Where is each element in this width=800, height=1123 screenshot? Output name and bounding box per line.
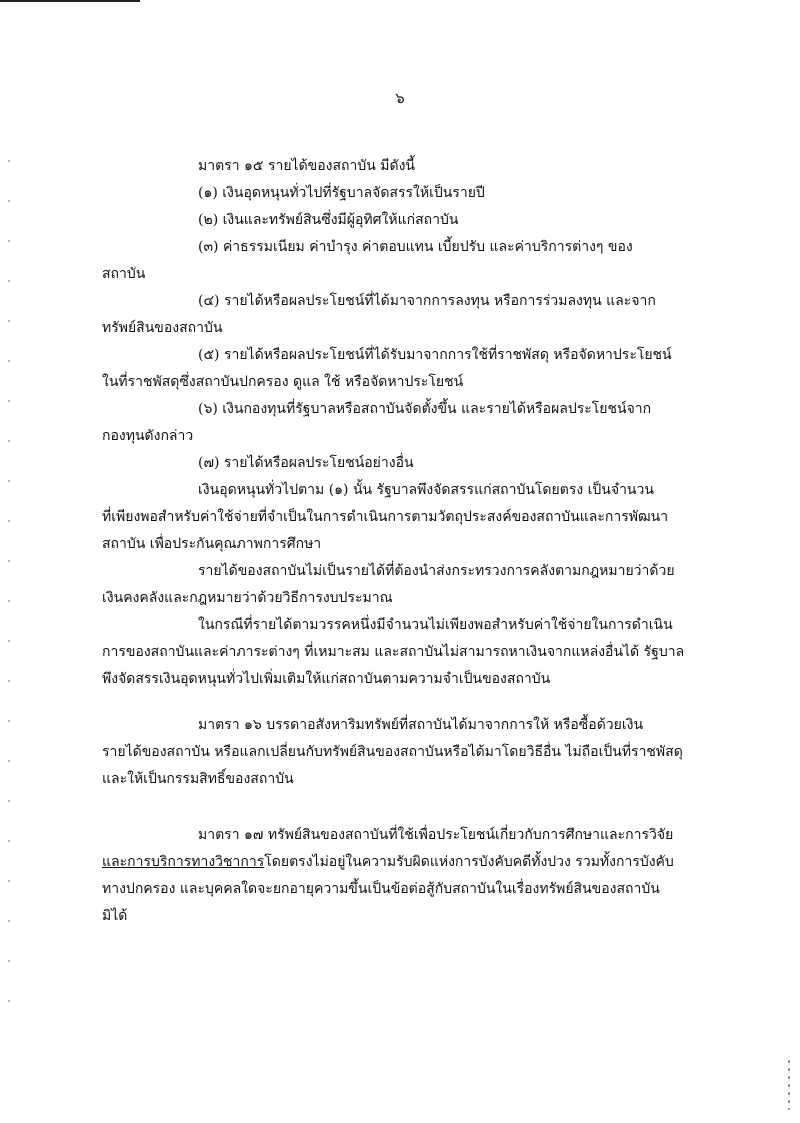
section-16-line-1: มาตรา ๑๖ บรรดาอสังหาริมทรัพย์ที่สถาบันได้มาจากการให้ หรือซื้อด้วยเงิน bbox=[198, 717, 644, 733]
section-15-item-4-line-2: ทรัพย์สินของสถาบัน bbox=[102, 320, 223, 336]
section-15-item-4-line-1: (๔) รายได้หรือผลประโยชน์ที่ได้มาจากการลงทุน หรือการร่วมลงทุน และจาก bbox=[198, 293, 656, 309]
section-15-para-3-line-3: พึงจัดสรรเงินอุดหนุนทั่วไปเพิ่มเติมให้แก่สถาบันตามความจำเป็นของสถาบัน bbox=[102, 671, 551, 687]
section-15-item-3-line-2: สถาบัน bbox=[102, 266, 146, 282]
section-17-line-2 bbox=[102, 853, 674, 871]
section-15-item-6-line-2: กองทุนดังกล่าว bbox=[102, 428, 194, 444]
section-15-para-3-line-1: ในกรณีที่รายได้ตามวรรคหนึ่งมีจำนวนไม่เพียงพอสำหรับค่าใช้จ่ายในการดำเนิน bbox=[198, 617, 673, 633]
section-15-item-5-line-2: ในที่ราชพัสดุซึ่งสถาบันปกครอง ดูแล ใช้ หรือจัดหาประโยชน์ bbox=[102, 374, 464, 390]
section-17-line-4: มิได้ bbox=[102, 908, 128, 924]
section-17-line-2-rest: โดยตรงไม่อยู่ในความรับผิดแห่งการบังคับคดีทั้งปวง รวมทั้งการบังคับ bbox=[264, 854, 674, 870]
section-15-item-5-line-1: (๕) รายได้หรือผลประโยชน์ที่ได้รับมาจากการใช้ที่ราชพัสดุ หรือจัดหาประโยชน์ bbox=[198, 347, 672, 363]
section-16-line-2: รายได้ของสถาบัน หรือแลกเปลี่ยนกับทรัพย์สินของสถาบันหรือได้มาโดยวิธีอื่น ไม่ถือเป็นที่ราชพัสดุ bbox=[102, 744, 683, 760]
section-15-para-1-line-1: เงินอุดหนุนทั่วไปตาม (๑) นั้น รัฐบาลพึงจัดสรรแก่สถาบันโดยตรง เป็นจำนวน bbox=[198, 482, 654, 498]
section-15-para-1-line-2: ที่เพียงพอสำหรับค่าใช้จ่ายที่จำเป็นในการดำเนินการตามวัตถุประสงค์ของสถาบันและการพัฒนา bbox=[102, 509, 669, 525]
section-15-item-3-line-1: (๓) ค่าธรรมเนียม ค่าบำรุง ค่าตอบแทน เบี้ยปรับ และค่าบริการต่างๆ ของ bbox=[198, 239, 633, 255]
scan-edge-dots-left bbox=[8, 160, 10, 1040]
section-15-item-6-line-1: (๖) เงินกองทุนที่รัฐบาลหรือสถาบันจัดตั้งขึ้น และรายได้หรือผลประโยชน์จาก bbox=[198, 401, 652, 417]
scan-edge-dots-right bbox=[788, 1060, 790, 1110]
section-15-item-7: (๗) รายได้หรือผลประโยชน์อย่างอื่น bbox=[198, 455, 414, 471]
section-15-para-1-line-3: สถาบัน เพื่อประกันคุณภาพการศึกษา bbox=[102, 536, 322, 552]
section-15-para-2-line-2: เงินคงคลังและกฎหมายว่าด้วยวิธีการงบประมาณ bbox=[102, 590, 393, 606]
section-15-item-1: (๑) เงินอุดหนุนทั่วไปที่รัฐบาลจัดสรรให้เป็นรายปี bbox=[198, 185, 485, 201]
section-15-para-3-line-2: การของสถาบันและค่าภาระต่างๆ ที่เหมาะสม และสถาบันไม่สามารถหาเงินจากแหล่งอื่นได้ รัฐบาล bbox=[102, 644, 685, 660]
section-16-line-3: และให้เป็นกรรมสิทธิ์ของสถาบัน bbox=[102, 771, 294, 787]
scan-edge-mark bbox=[0, 0, 140, 2]
page-number: ๖ bbox=[395, 89, 405, 107]
section-17-underlined-phrase: และการบริการทางวิชาการ bbox=[102, 854, 265, 870]
section-17-line-3: ทางปกครอง และบุคคลใดจะยกอายุความขึ้นเป็นข้อต่อสู้กับสถาบันในเรื่องทรัพย์สินของสถาบัน bbox=[102, 881, 660, 897]
section-15-heading: มาตรา ๑๕ รายได้ของสถาบัน มีดังนี้ bbox=[198, 158, 415, 174]
section-17-line-1: มาตรา ๑๗ ทรัพย์สินของสถาบันที่ใช้เพื่อประโยชน์เกี่ยวกับการศึกษาและการวิจัย bbox=[198, 827, 674, 843]
section-15-para-2-line-1: รายได้ของสถาบันไม่เป็นรายได้ที่ต้องนำส่งกระทรวงการคลังตามกฎหมายว่าด้วย bbox=[198, 563, 675, 579]
section-15-item-2: (๒) เงินและทรัพย์สินซึ่งมีผู้อุทิศให้แก่สถาบัน bbox=[198, 212, 459, 228]
